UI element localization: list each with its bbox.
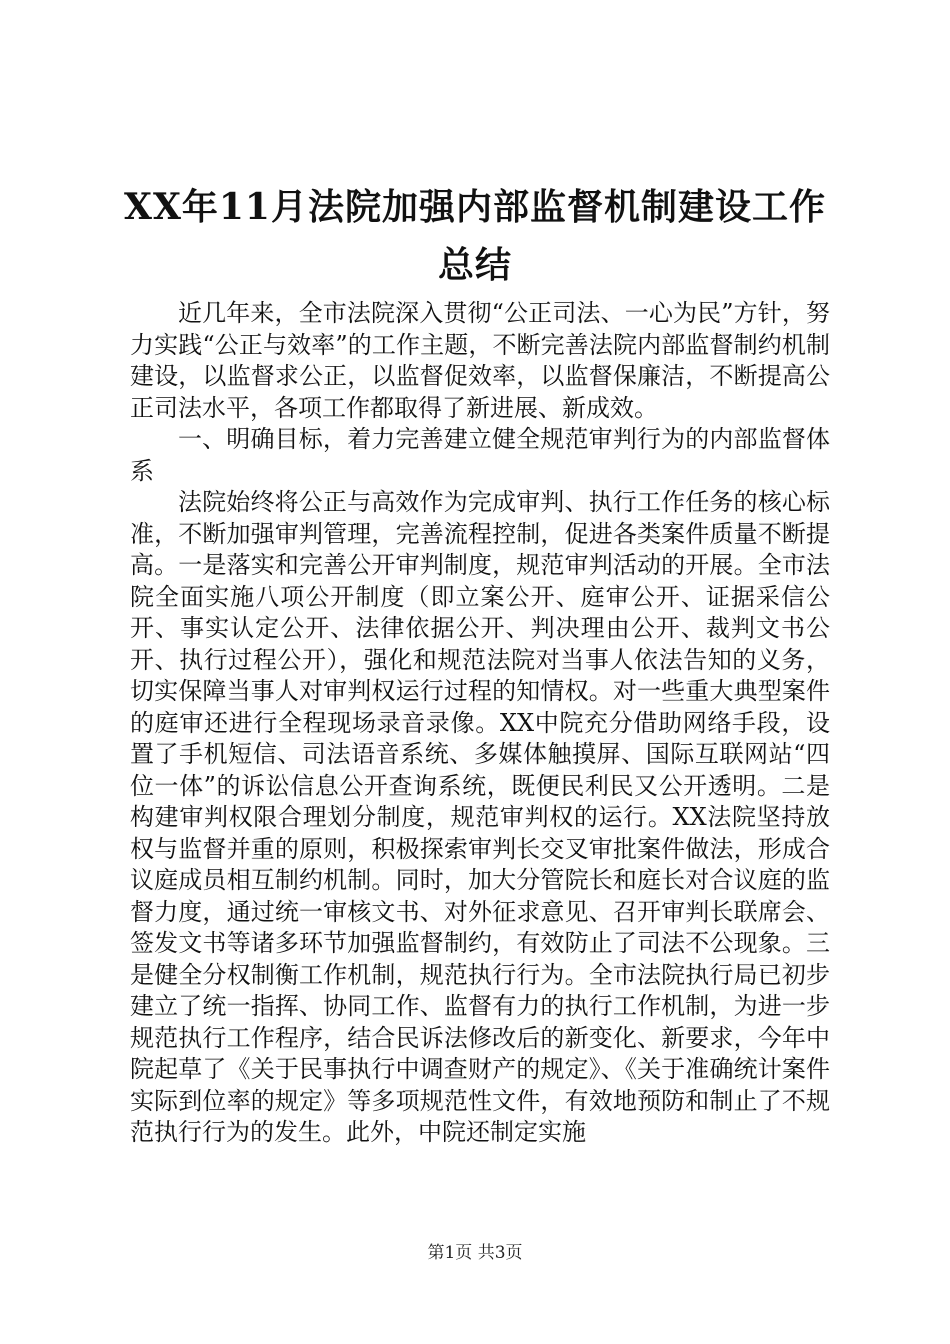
body-paragraph: 法院始终将公正与高效作为完成审判、执行工作任务的核心标准，不断加强审判管理，完善流程控制，促进各类案件质量不断提高。一是落实和完善公开审判制度，规范审判活动的开展。全市法院全面实施八项公开制度（即立案公开、庭审公开、证据采信公开、事实认定公开、法律依据公开、判决理由公开、裁判文书公开、执行过程公开），强化和规范法院对当事人依法告知的义务，切实保障当事人对审判权运行过程的知情权。对一些重大典型案件的庭审还进行全程现场录音录像。XX中院充分借助网络手段，设置了手机短信、司法语音系统、多媒体触摸屏、国际互联网站“四位一体”的诉讼信息公开查询系统，既便民利民又公开透明。二是构建审判权限合理划分制度，规范审判权的运行。XX法院坚持放权与监督并重的原则，积极探索审判长交叉审批案件做法，形成合议庭成员相互制约机制。同时，加大分管院长和庭长对合议庭的监督力度，通过统一审核文书、对外征求意见、召开审判长联席会、签发文书等诸多环节加强监督制约，有效防止了司法不公现象。三是健全分权制衡工作机制，规范执行行为。全市法院执行局已初步建立了统一指挥、协同工作、监督有力的执行工作机制，为进一步规范执行工作程序，结合民诉法修改后的新变化、新要求，今年中院起草了《关于民事执行中调查财产的规定》、《关于准确统计案件实际到位率的规定》等多项规范性文件，有效地预防和制止了不规范执行行为的发生。此外，中院还制定实施 (130, 488, 830, 1146)
document-body (130, 298, 830, 1149)
section-heading: 一、明确目标，着力完善建立健全规范审判行为的内部监督体系 (130, 425, 830, 485)
document-title: XX年11月法院加强内部监督机制建设工作总结 (124, 186, 826, 286)
intro-paragraph: 近几年来，全市法院深入贯彻“公正司法、一心为民”方针，努力实践“公正与效率”的工作主题，不断完善法院内部监督制约机制建设，以监督求公正，以监督促效率，以监督保廉洁，不断提高公正司法水平，各项工作都取得了新进展、新成效。 (130, 299, 830, 422)
page-footer: 第1页 共3页 (427, 1243, 523, 1263)
